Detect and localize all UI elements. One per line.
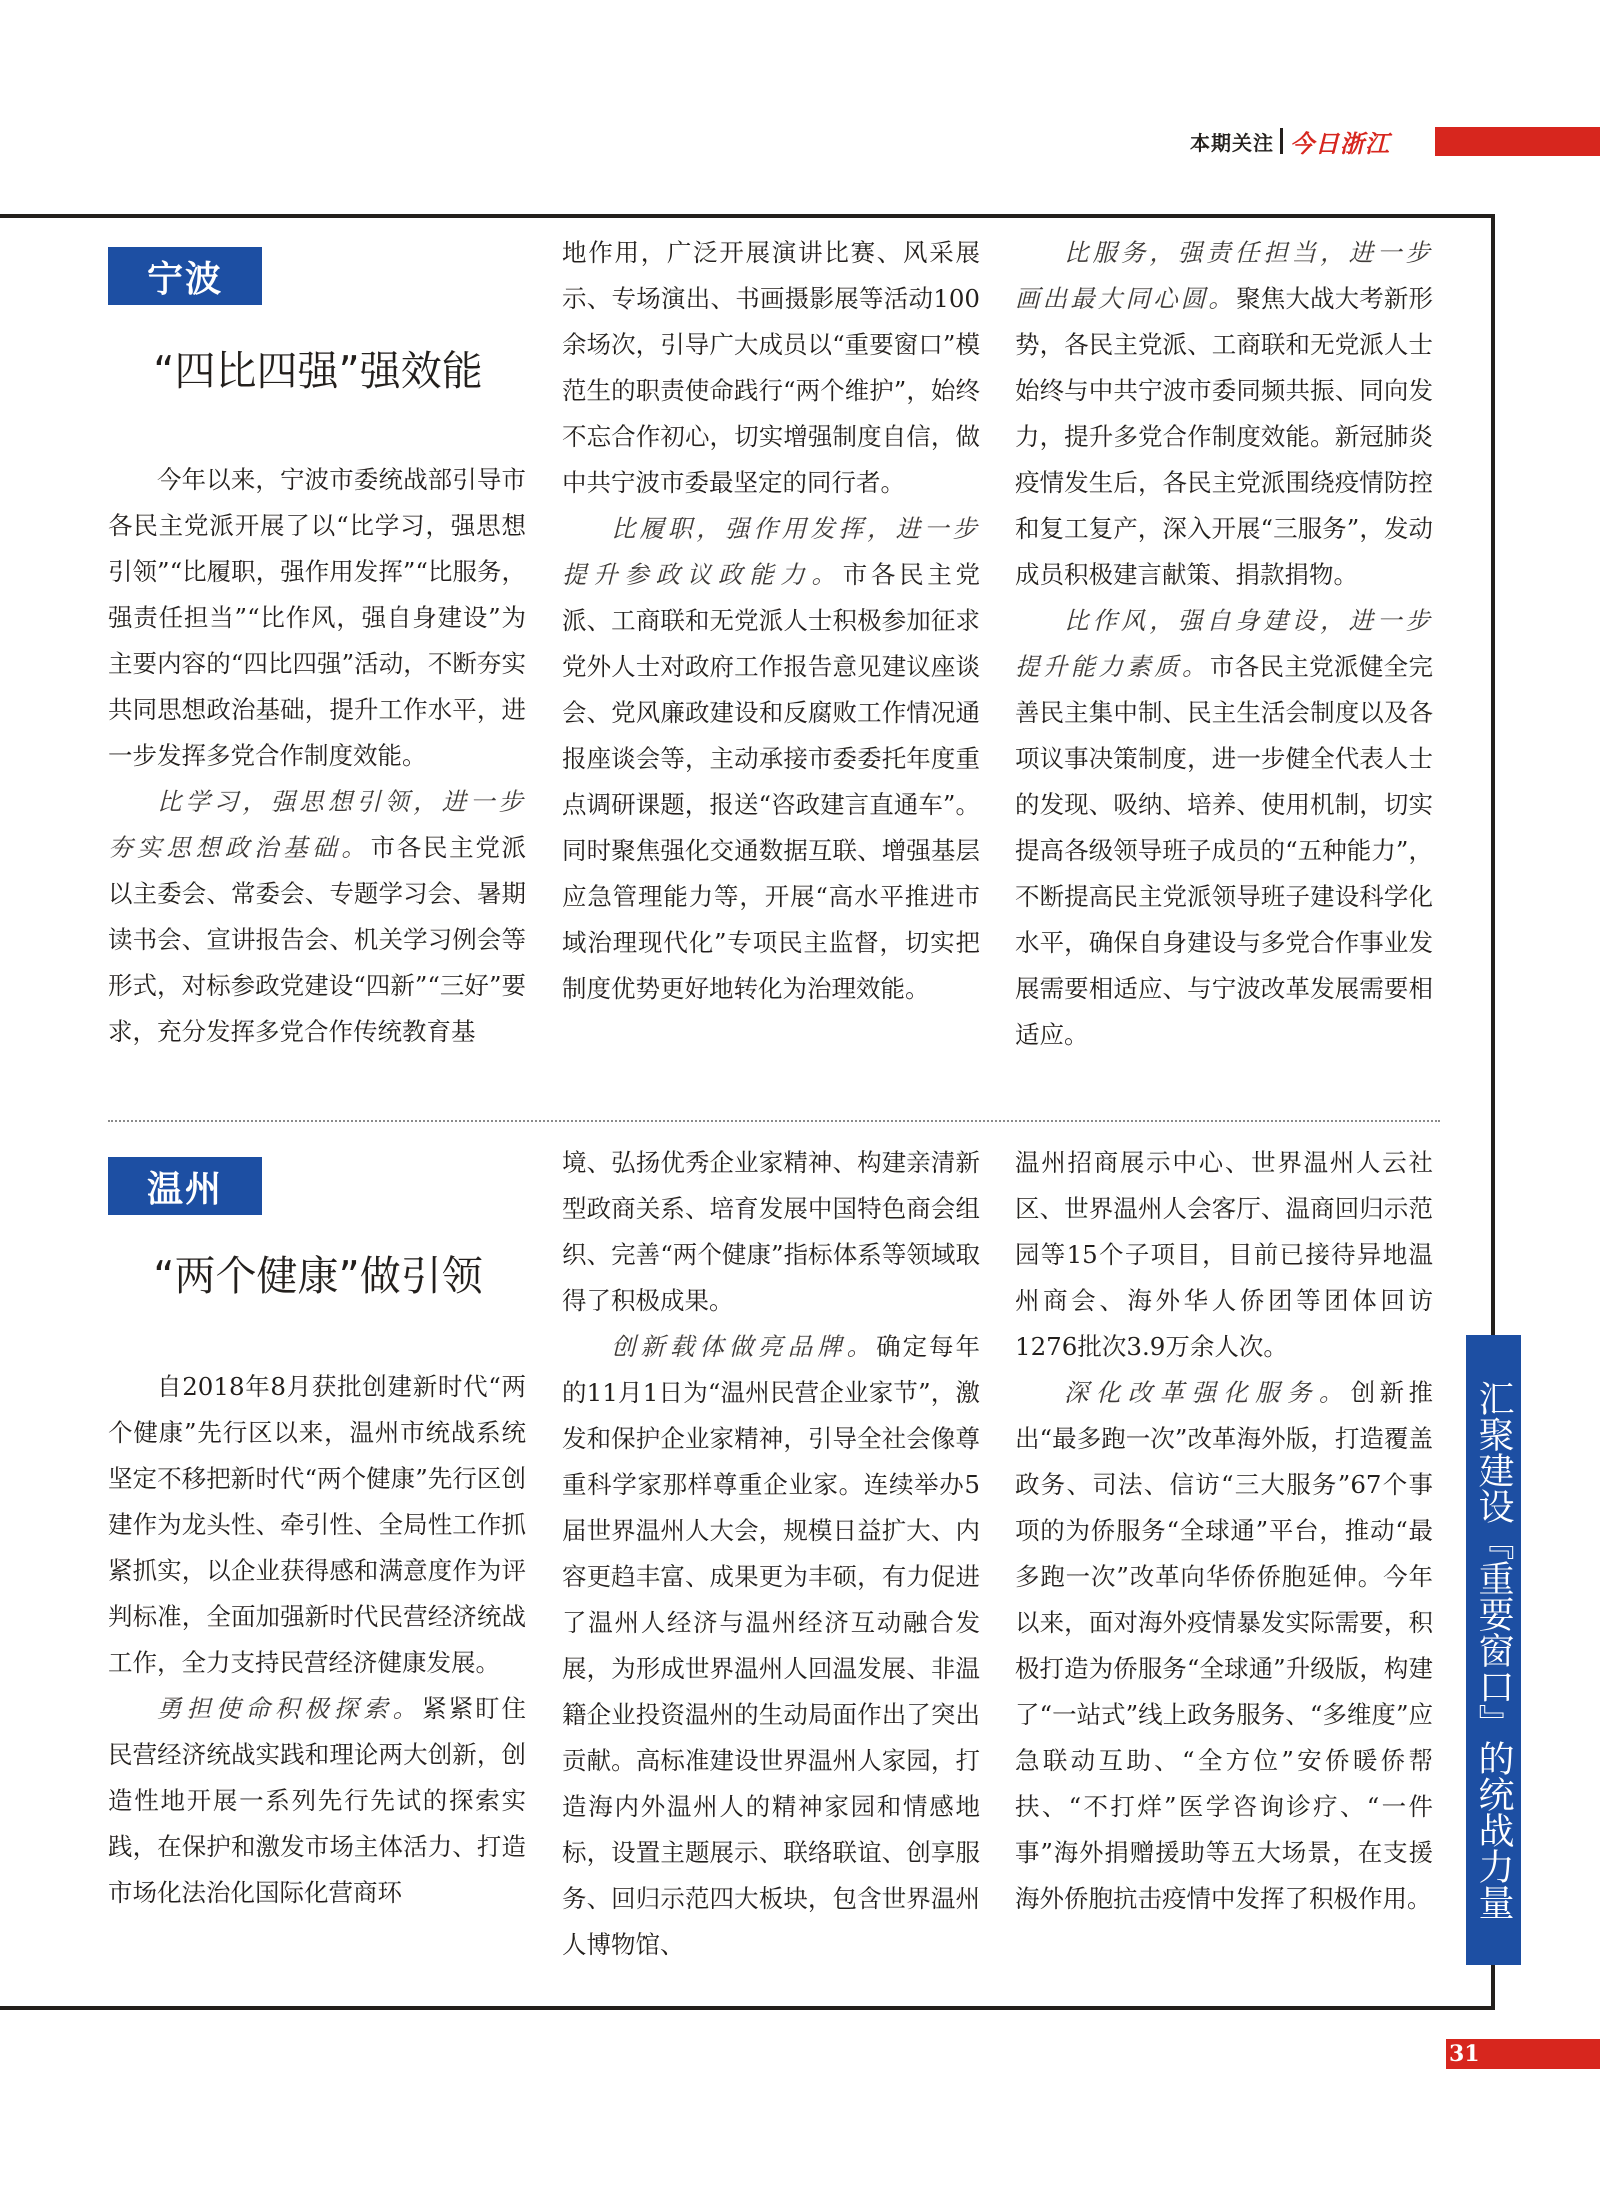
paragraph-body: 创新推出“最多跑一次”改革海外版，打造覆盖政务、司法、信访“三大服务”67个事项的为侨服务“全球通”平台，推动“最多跑一次”改革向华侨侨胞延伸。今年以来，面对海外疫情暴发实际需要，积极打造为侨服务“全球通”升级版，构建了“一站式”线上政务服务、“多维度”应急联动互助、“全方位”安侨暖侨帮扶、“不打烊”医学咨询诊疗、“一件事”海外捐赠援助等五大场景，在支援海外侨胞抗击疫情中发挥了积极作用。 [1015,1378,1434,1913]
ningbo-title: “四比四强”强效能 [153,347,483,395]
wenzhou-column-3 [1015,1140,1433,1922]
wenzhou-column-1 [108,1364,526,1916]
header-red-bar [1435,127,1600,156]
magazine-logo: 今日浙江 [1290,128,1390,158]
ningbo-tag: 宁波 [108,247,262,305]
paragraph-lead: 比履职，强作用发挥，进一步提升参政议政能力。 [562,514,980,589]
paragraph: 今年以来，宁波市委统战部引导市各民主党派开展了以“比学习，强思想引领”“比履职，强作用发挥”“比服务，强责任担当”“比作风，强自身建设”为主要内容的“四比四强”活动，不断夯实共同思想政治基础，提升工作水平，进一步发挥多党合作制度效能。 [108,465,526,770]
paragraph-body: 市各民主党派、工商联和无党派人士积极参加征求党外人士对政府工作报告意见建议座谈会、党风廉政建设和反腐败工作情况通报座谈会等，主动承接市委委托年度重点调研课题，报送“咨政建言直通车”。同时聚焦强化交通数据互联、增强基层应急管理能力等，开展“高水平推进市域治理现代化”专项民主监督，切实把制度优势更好地转化为治理效能。 [562,560,981,1003]
header-separator [1280,128,1283,154]
page-number: 31 [1449,2041,1480,2067]
section-label: 本期关注 [1190,130,1274,155]
paragraph [562,1324,980,1968]
wenzhou-column-2 [562,1140,980,1968]
paragraph: 温州招商展示中心、世界温州人云社区、世界温州人会客厅、温商回归示范园等15个子项目，目前已接待异地温州商会、海外华人侨团等团体回访1276批次3.9万余人次。 [1015,1148,1433,1361]
paragraph-lead: 勇担使命积极探索。 [157,1694,423,1723]
paragraph-body: 聚焦大战大考新形势，各民主党派、工商联和无党派人士始终与中共宁波市委同频共振、同向发力，提升多党合作制度效能。新冠肺炎疫情发生后，各民主党派围绕疫情防控和复工复产，深入开展“三服务”，发动成员积极建言献策、捐款捐物。 [1015,284,1434,589]
paragraph-body: 市各民主党派健全完善民主集中制、民主生活会制度以及各项议事决策制度，进一步健全代表人士的发现、吸纳、培养、使用机制，切实提高各级领导班子成员的“五种能力”，不断提高民主党派领导班子建设科学化水平，确保自身建设与多党合作事业发展需要相适应、与宁波改革发展需要相适应。 [1015,652,1434,1049]
ningbo-column-1 [108,457,526,1055]
paragraph [1015,230,1433,598]
paragraph [1015,598,1433,1058]
page-header [1190,124,1390,158]
ningbo-column-3 [1015,230,1433,1058]
paragraph-lead: 比学习，强思想引领，进一步夯实思想政治基础。 [108,787,526,862]
frame-top-rule [0,214,1495,218]
paragraph-lead: 比服务，强责任担当，进一步画出最大同心圆。 [1015,238,1433,313]
paragraph: 自2018年8月获批创建新时代“两个健康”先行区以来，温州市统战系统坚定不移把新时代“两个健康”先行区创建作为龙头性、牵引性、全局性工作抓紧抓实，以企业获得感和满意度作为评判标准，全面加强新时代民营经济统战工作，全力支持民营经济健康发展。 [108,1372,526,1677]
paragraph [108,1686,526,1916]
paragraph-body: 市各民主党派以主委会、常委会、专题学习会、暑期读书会、宣讲报告会、机关学习例会等形式，对标参政党建设“四新”“三好”要求，充分发挥多党合作传统教育基 [108,833,527,1046]
paragraph: 地作用，广泛开展演讲比赛、风采展示、专场演出、书画摄影展等活动100余场次，引导广大成员以“重要窗口”模范生的职责使命践行“两个维护”，始终不忘合作初心，切实增强制度自信，做中共宁波市委最坚定的同行者。 [562,238,980,497]
paragraph-lead: 创新载体做亮品牌。 [611,1332,877,1361]
section-divider [108,1120,1440,1122]
frame-bottom-rule [0,2006,1495,2010]
paragraph [108,779,526,1055]
paragraph-body: 紧紧盯住民营经济统战实践和理论两大创新，创造性地开展一系列先行先试的探索实践，在保护和激发市场主体活力、打造市场化法治化国际化营商环 [108,1694,526,1907]
paragraph: 境、弘扬优秀企业家精神、构建亲清新型政商关系、培育发展中国特色商会组织、完善“两个健康”指标体系等领域取得了积极成果。 [562,1148,980,1315]
ningbo-column-2 [562,230,980,1012]
side-title-box: 汇聚建设『重要窗口』的统战力量 [1466,1335,1521,1965]
paragraph [1015,1370,1433,1922]
paragraph-body: 确定每年的11月1日为“温州民营企业家节”，激发和保护企业家精神，引导全社会像尊重科学家那样尊重企业家。连续举办5届世界温州人大会，规模日益扩大、内容更趋丰富、成果更为丰硕，有力促进了温州人经济与温州经济互动融合发展，为形成世界温州人回温发展、非温籍企业投资温州的生动局面作出了突出贡献。高标准建设世界温州人家园，打造海内外温州人的精神家园和情感地标，设置主题展示、联络联谊、创享服务、回归示范四大板块，包含世界温州人博物馆、 [562,1332,980,1959]
paragraph-lead: 比作风，强自身建设，进一步提升能力素质。 [1015,606,1433,681]
wenzhou-title: “两个健康”做引领 [153,1252,483,1300]
paragraph-lead: 深化改革强化服务。 [1064,1378,1351,1407]
paragraph [562,506,980,1012]
wenzhou-tag: 温州 [108,1157,262,1215]
